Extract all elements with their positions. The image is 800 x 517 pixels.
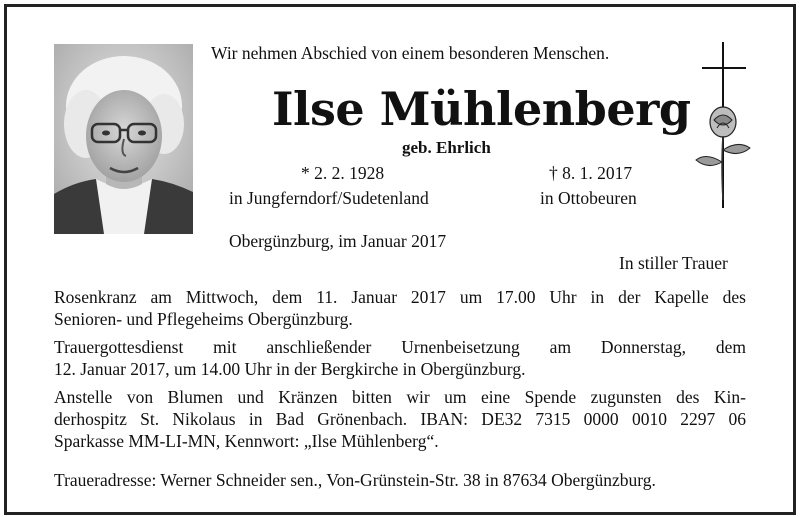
maiden-name: geb. Ehrlich bbox=[402, 138, 491, 157]
place-date: Obergünzburg, im Januar 2017 bbox=[229, 231, 447, 251]
rosary-paragraph bbox=[54, 286, 746, 330]
mourning-line: In stiller Trauer bbox=[619, 253, 728, 273]
donation-paragraph bbox=[54, 386, 746, 452]
birth-date: * 2. 2. 1928 bbox=[301, 163, 385, 183]
donation-line-3: Sparkasse MM-LI-MN, Kennwort: „Ilse Mühlenberg“. bbox=[54, 431, 439, 451]
headline: Wir nehmen Abschied von einem besonderen Menschen. bbox=[211, 43, 610, 63]
death-place: in Ottobeuren bbox=[540, 188, 637, 208]
rosary-line-1: Rosenkranz am Mittwoch, dem 11. Januar 2017 um 17.00 Uhr in der Kapelle des bbox=[54, 287, 746, 307]
funeral-line-2: 12. Januar 2017, um 14.00 Uhr in der Bergkirche in Obergünzburg. bbox=[54, 359, 526, 379]
donation-line-2: derhospitz St. Nikolaus in Bad Grönenbach. IBAN: DE32 7315 0000 0010 2297 06 bbox=[54, 409, 746, 429]
death-date: † 8. 1. 2017 bbox=[549, 163, 633, 183]
mourning-address: Traueradresse: Werner Schneider sen., Von-Grünstein-Str. 38 in 87634 Obergünzburg. bbox=[54, 470, 656, 490]
deceased-name: Ilse Mühlenberg bbox=[272, 82, 691, 136]
cross-icon bbox=[690, 40, 756, 212]
birth-place: in Jungferndorf/Sudetenland bbox=[229, 188, 429, 208]
portrait-photo bbox=[54, 44, 193, 234]
funeral-line-1: Trauergottesdienst mit anschließender Urnenbeisetzung am Donnerstag, dem bbox=[54, 337, 746, 357]
donation-line-1: Anstelle von Blumen und Kränzen bitten wir um eine Spende zugunsten des Kin- bbox=[54, 387, 746, 407]
funeral-paragraph bbox=[54, 336, 746, 380]
rosary-line-2: Senioren- und Pflegeheims Obergünzburg. bbox=[54, 309, 353, 329]
